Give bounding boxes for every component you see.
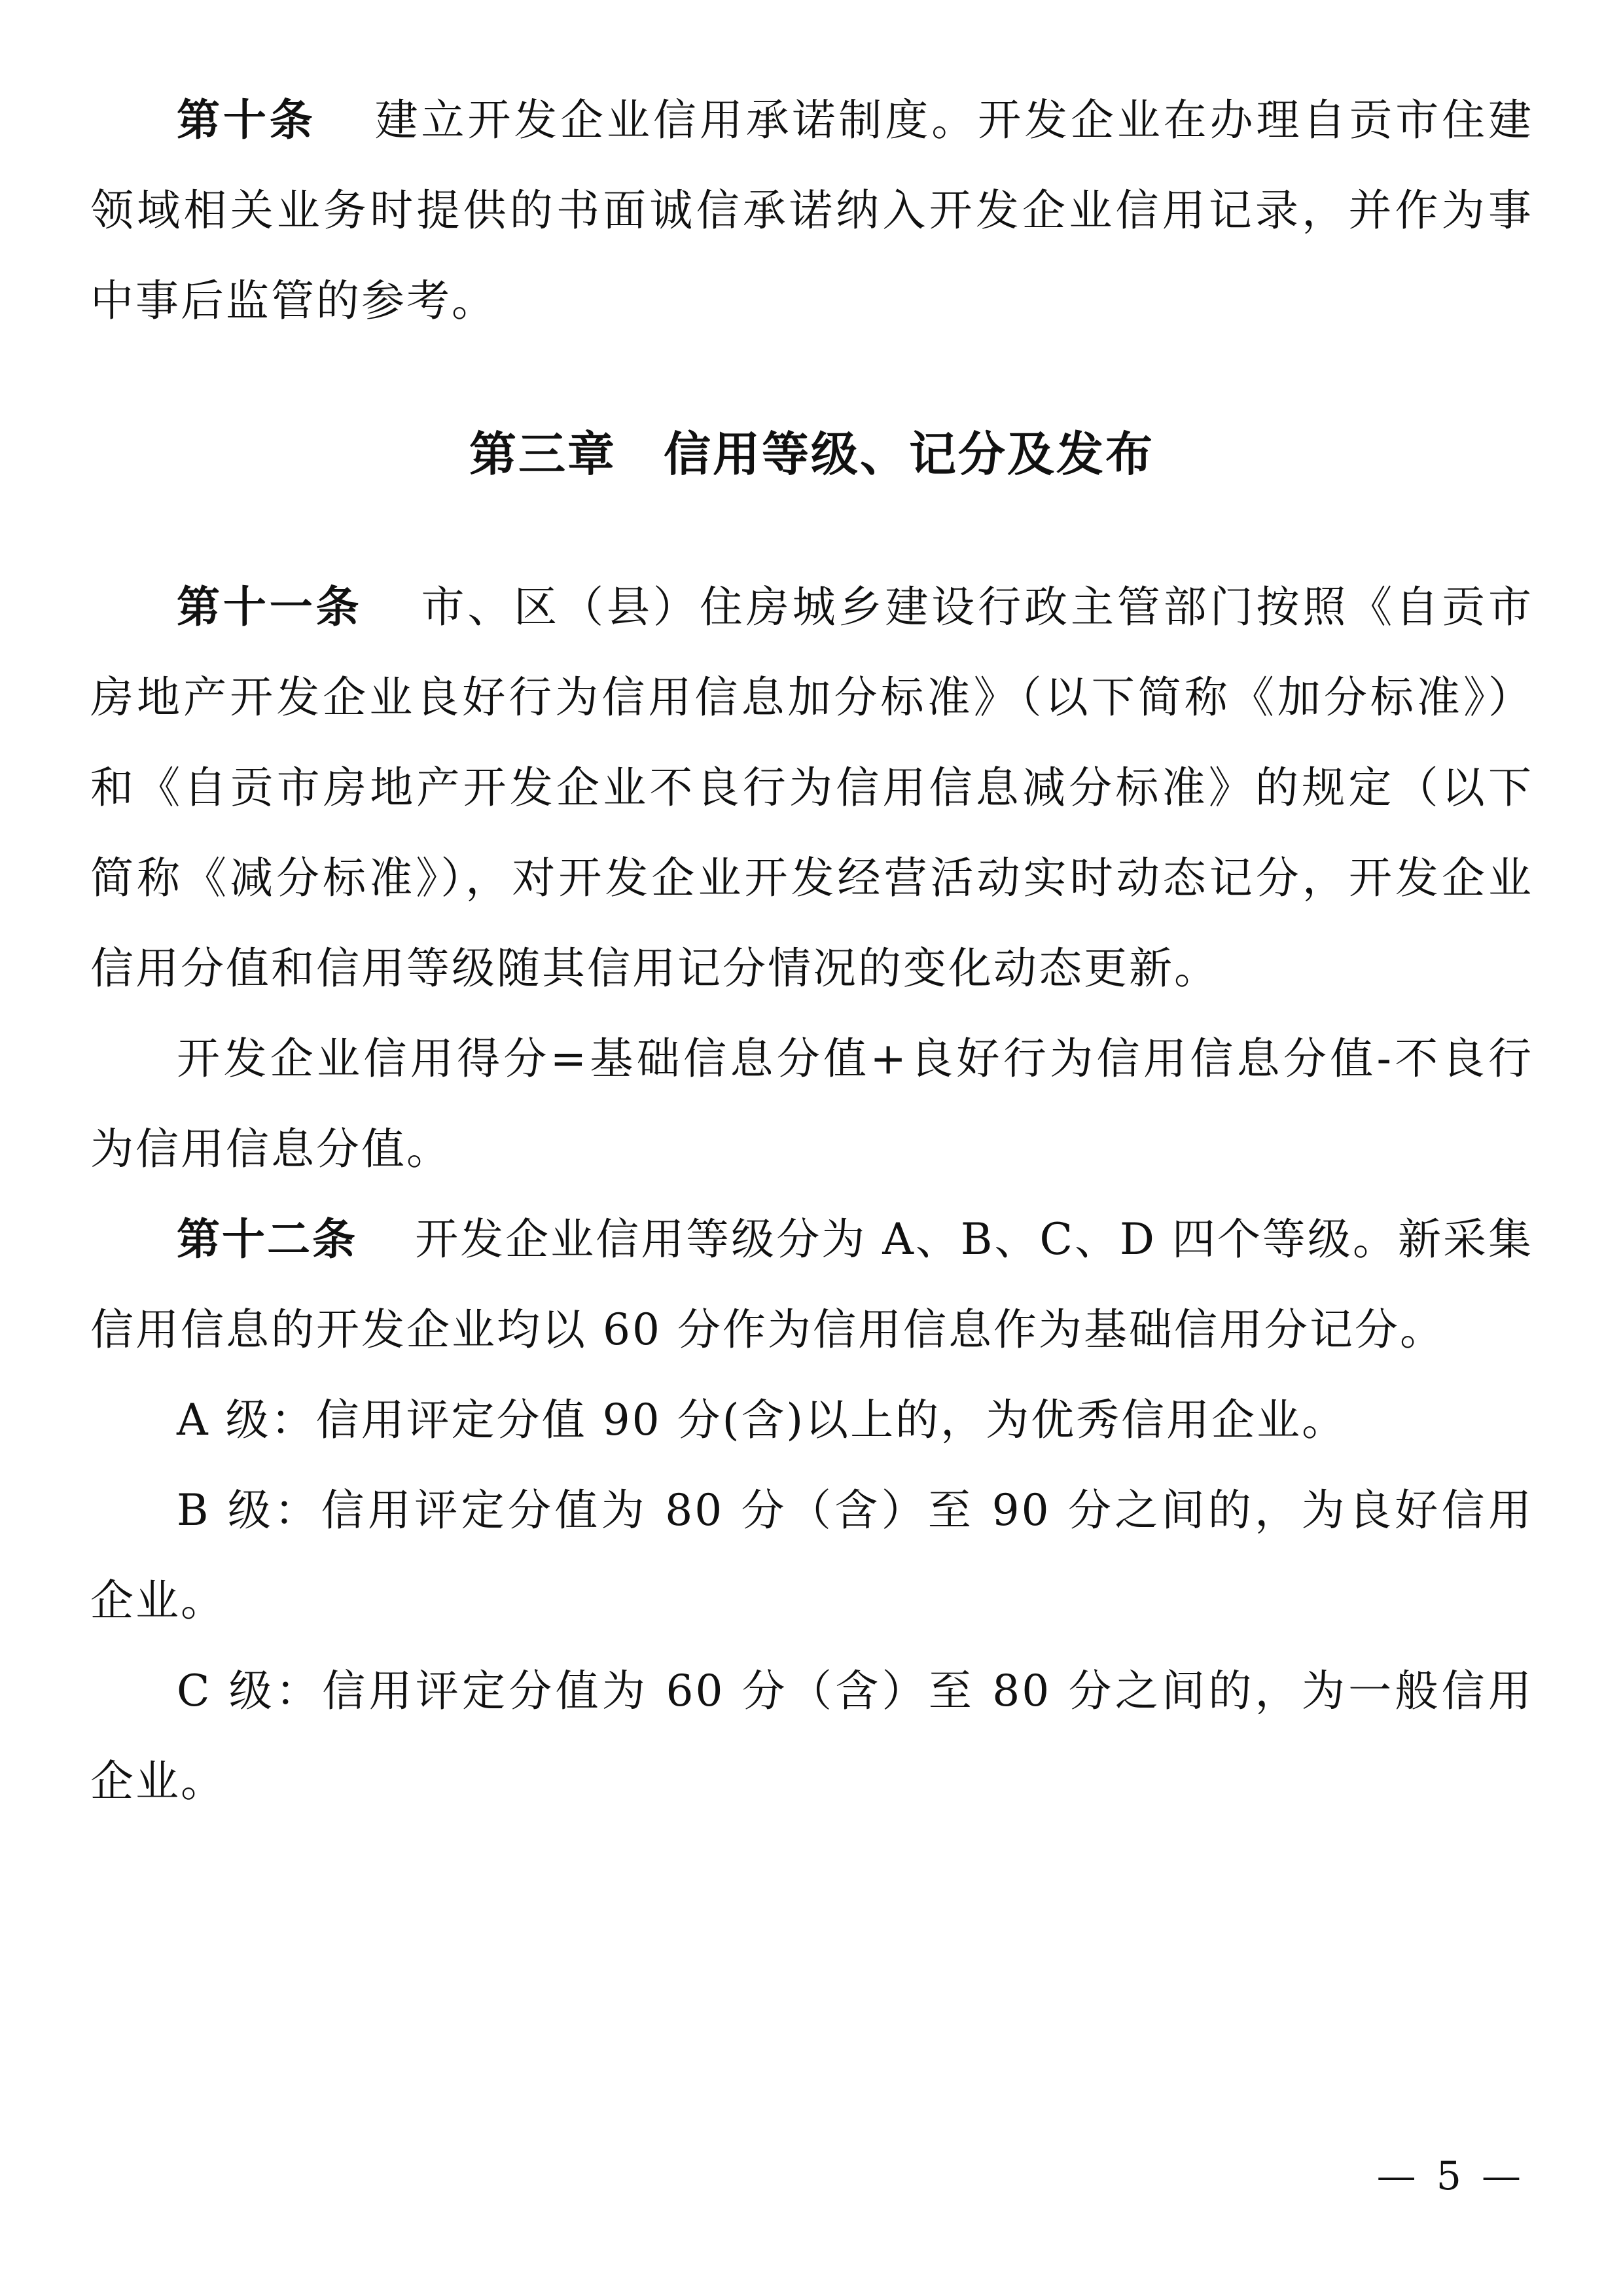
chapter-heading xyxy=(90,346,1533,562)
chapter-title: 信用等级、记分及发布 xyxy=(664,427,1155,482)
article-10-label: 第十条 xyxy=(177,95,316,145)
credit-score-formula: 开发企业信用得分=基础信息分值+良好行为信用信息分值-不良行为信用信息分值。 xyxy=(90,1033,1533,1174)
grade-b-paragraph: B 级：信用评定分值为 80 分（含）至 90 分之间的，为良好信用企业。 xyxy=(90,1485,1533,1626)
grade-a-paragraph: A 级：信用评定分值 90 分(含)以上的，为优秀信用企业。 xyxy=(177,1395,1347,1445)
article-12-label: 第十二条 xyxy=(177,1214,358,1265)
grade-c-paragraph: C 级：信用评定分值为 60 分（含）至 80 分之间的，为一般信用企业。 xyxy=(90,1666,1533,1806)
page-number: — 5 — xyxy=(1376,2153,1525,2199)
article-11-text: 市、区（县）住房城乡建设行政主管部门按照《自贡市房地产开发企业良好行为信用信息加分标准》（以下简称《加分标准》）和《自贡市房地产开发企业不良行为信用信息减分标准》的规定（以下简称《减分标准》），对开发企业开发经营活动实时动态记分，开发企业信用分值和信用等级随其信用记分情况的变化动态更新。 xyxy=(90,582,1534,994)
article-10-paragraph xyxy=(90,75,1533,346)
article-10-text: 建立开发企业信用承诺制度。开发企业在办理自贡市住建领域相关业务时提供的书面诚信承诺纳入开发企业信用记录，并作为事中事后监管的参考。 xyxy=(90,95,1534,326)
article-11-paragraph xyxy=(90,562,1533,1014)
article-12-text: 开发企业信用等级分为 A、B、C、D 四个等级。新采集信用信息的开发企业均以 60 分作为信用信息作为基础信用分记分。 xyxy=(90,1214,1533,1355)
article-12-paragraph xyxy=(90,1194,1533,1375)
article-11-label: 第十一条 xyxy=(177,582,363,632)
document-body xyxy=(90,75,1533,1827)
chapter-number: 第三章 xyxy=(469,427,616,482)
